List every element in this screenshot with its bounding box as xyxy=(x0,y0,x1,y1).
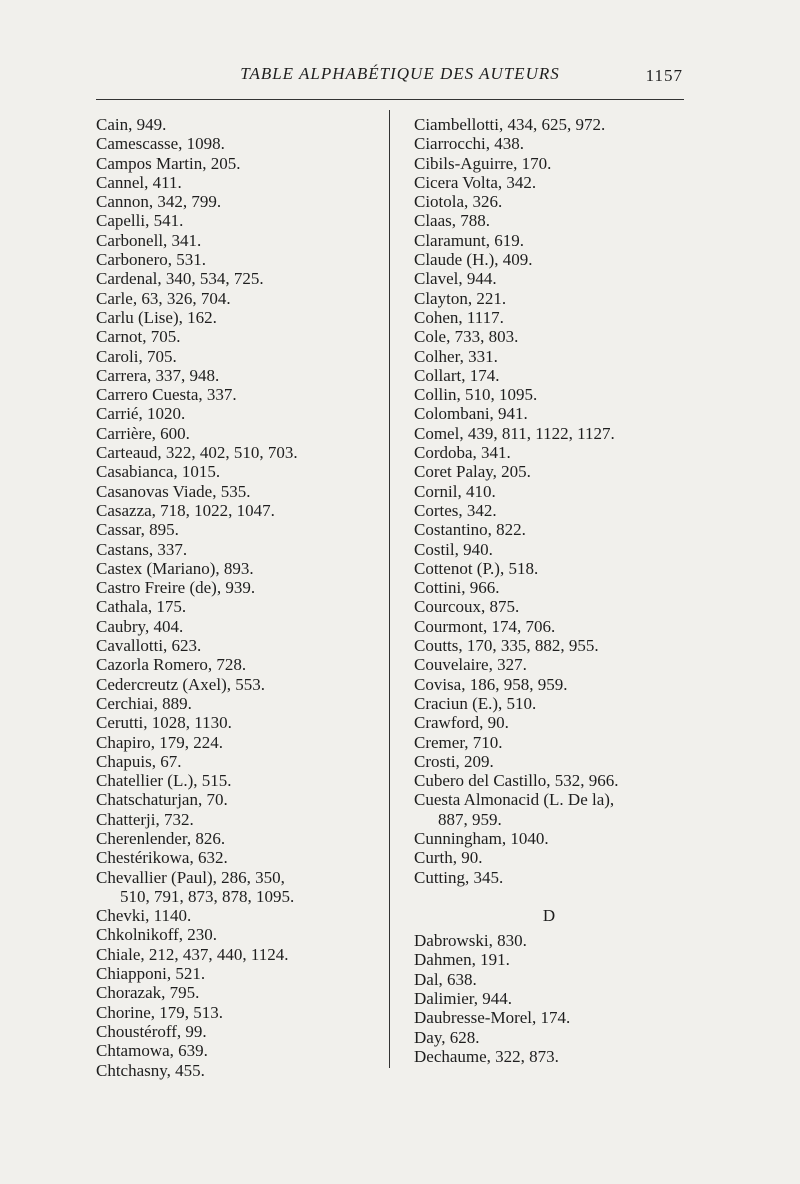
index-entry: Casanovas Viade, 535. xyxy=(96,481,251,501)
index-entry: Coret Palay, 205. xyxy=(414,462,531,482)
index-entry: Costantino, 822. xyxy=(414,520,526,540)
index-entry: 510, 791, 873, 878, 1095. xyxy=(120,886,295,906)
index-entry: Cohen, 1117. xyxy=(414,307,504,327)
index-entry: Carlu (Lise), 162. xyxy=(96,307,217,327)
index-entry: Clayton, 221. xyxy=(414,288,507,308)
index-entry: Castex (Mariano), 893. xyxy=(96,558,254,578)
index-entry: Campos Martin, 205. xyxy=(96,153,241,173)
index-entry: Caroli, 705. xyxy=(96,346,177,366)
index-entry: Colombani, 941. xyxy=(414,404,528,424)
index-entry: Cathala, 175. xyxy=(96,597,187,617)
index-entry: Carrero Cuesta, 337. xyxy=(96,385,237,405)
index-entry: Cherenlender, 826. xyxy=(96,828,226,848)
index-entry: Chevki, 1140. xyxy=(96,906,192,926)
index-entry: Covisa, 186, 958, 959. xyxy=(414,674,568,694)
index-entry: Cortes, 342. xyxy=(414,500,497,520)
index-entry: Cazorla Romero, 728. xyxy=(96,655,247,675)
index-entry: Cavallotti, 623. xyxy=(96,636,202,656)
index-entry: Ciambellotti, 434, 625, 972. xyxy=(414,115,606,134)
index-entry: Chestérikowa, 632. xyxy=(96,848,228,868)
index-entry: Carrera, 337, 948. xyxy=(96,365,220,385)
index-entry: Chatellier (L.), 515. xyxy=(96,771,232,791)
index-entry: Chapuis, 67. xyxy=(96,751,182,771)
section-d-entries xyxy=(414,931,704,1066)
index-entry: Ciotola, 326. xyxy=(414,192,503,212)
index-entry: Couvelaire, 327. xyxy=(414,655,527,675)
index-entry: Courmont, 174, 706. xyxy=(414,616,556,636)
right-column xyxy=(414,115,704,1066)
index-entry: Collart, 174. xyxy=(414,365,500,385)
index-entry: Camescasse, 1098. xyxy=(96,134,225,154)
index-entry: Casazza, 718, 1022, 1047. xyxy=(96,500,275,520)
right-column-entries xyxy=(414,115,704,887)
index-entry: Cannon, 342, 799. xyxy=(96,192,222,212)
index-entry: Dal, 638. xyxy=(414,969,477,989)
index-entry: Choustéroff, 99. xyxy=(96,1021,207,1041)
index-entry: Claas, 788. xyxy=(414,211,491,231)
index-entry: Day, 628. xyxy=(414,1027,480,1047)
index-entry: Coutts, 170, 335, 882, 955. xyxy=(414,636,599,656)
index-entry: Cedercreutz (Axel), 553. xyxy=(96,674,265,694)
column-divider xyxy=(389,110,390,1068)
index-entry: Cunningham, 1040. xyxy=(414,828,549,848)
index-entry: Cole, 733, 803. xyxy=(414,327,519,347)
index-entry: Carnot, 705. xyxy=(96,327,181,347)
left-column xyxy=(96,115,380,1080)
index-entry: Cerchiai, 889. xyxy=(96,693,192,713)
index-entry: Dahmen, 191. xyxy=(414,950,510,970)
index-entry: Carrié, 1020. xyxy=(96,404,186,424)
index-entry: Capelli, 541. xyxy=(96,211,184,231)
index-entry: Carbonero, 531. xyxy=(96,250,207,270)
index-entry: Cain, 949. xyxy=(96,115,167,134)
index-entry: Dabrowski, 830. xyxy=(414,931,527,951)
index-entry: Cuesta Almonacid (L. De la), xyxy=(414,790,615,810)
index-entry: Castro Freire (de), 939. xyxy=(96,578,256,598)
index-entry: Cicera Volta, 342. xyxy=(414,172,537,192)
index-entry: Carrière, 600. xyxy=(96,423,190,443)
index-entry: Castans, 337. xyxy=(96,539,188,559)
index-entry: Cottenot (P.), 518. xyxy=(414,558,539,578)
header-rule xyxy=(96,99,684,100)
index-entry: Craciun (E.), 510. xyxy=(414,693,537,713)
index-entry: Daubresse-Morel, 174. xyxy=(414,1008,571,1028)
index-entry: Chatterji, 732. xyxy=(96,809,194,829)
index-entry: Cassar, 895. xyxy=(96,520,179,540)
index-entry: Cardenal, 340, 534, 725. xyxy=(96,269,264,289)
index-entry: Chkolnikoff, 230. xyxy=(96,925,218,945)
index-entry: Cutting, 345. xyxy=(414,867,504,887)
index-entry: Ciarrocchi, 438. xyxy=(414,134,524,154)
index-entry: Cannel, 411. xyxy=(96,172,182,192)
index-entry: Cordoba, 341. xyxy=(414,443,511,463)
index-entry: Cremer, 710. xyxy=(414,732,503,752)
index-entry: Dechaume, 322, 873. xyxy=(414,1046,559,1066)
index-entry: Chapiro, 179, 224. xyxy=(96,732,224,752)
index-entry: Carbonell, 341. xyxy=(96,230,202,250)
index-entry: Casabianca, 1015. xyxy=(96,462,221,482)
index-entry: Chtchasny, 455. xyxy=(96,1060,205,1080)
index-entry: Curth, 90. xyxy=(414,848,483,868)
index-entry: Crawford, 90. xyxy=(414,713,509,733)
index-entry: Chorazak, 795. xyxy=(96,983,200,1003)
index-entry: Chiale, 212, 437, 440, 1124. xyxy=(96,944,289,964)
index-entry: Chevallier (Paul), 286, 350, xyxy=(96,867,285,887)
index-entry: Claramunt, 619. xyxy=(414,230,525,250)
index-entry: Caubry, 404. xyxy=(96,616,184,636)
index-entry: Cottini, 966. xyxy=(414,578,500,598)
index-entry: Cibils-Aguirre, 170. xyxy=(414,153,552,173)
index-entry: Cornil, 410. xyxy=(414,481,496,501)
index-entry: Cubero del Castillo, 532, 966. xyxy=(414,771,619,791)
index-entry: Cerutti, 1028, 1130. xyxy=(96,713,232,733)
index-entry: Costil, 940. xyxy=(414,539,493,559)
index-entry: Crosti, 209. xyxy=(414,751,494,771)
index-entry: Carle, 63, 326, 704. xyxy=(96,288,231,308)
index-entry: Chorine, 179, 513. xyxy=(96,1002,224,1022)
index-entry: Carteaud, 322, 402, 510, 703. xyxy=(96,443,298,463)
index-entry: Colher, 331. xyxy=(414,346,498,366)
section-letter-d: D xyxy=(542,905,556,925)
index-entry: Chiapponi, 521. xyxy=(96,964,206,984)
index-entry: 887, 959. xyxy=(438,809,502,829)
index-entry: Courcoux, 875. xyxy=(414,597,520,617)
index-entry: Dalimier, 944. xyxy=(414,989,512,1009)
index-entry: Clavel, 944. xyxy=(414,269,497,289)
index-entry: Collin, 510, 1095. xyxy=(414,385,538,405)
index-entry: Chtamowa, 639. xyxy=(96,1041,208,1061)
page-header-title: TABLE ALPHABÉTIQUE DES AUTEURS xyxy=(240,64,560,83)
index-entry: Comel, 439, 811, 1122, 1127. xyxy=(414,423,615,443)
index-entry: Chatschaturjan, 70. xyxy=(96,790,228,810)
index-entry: Claude (H.), 409. xyxy=(414,250,533,270)
page-number: 1157 xyxy=(645,66,683,85)
